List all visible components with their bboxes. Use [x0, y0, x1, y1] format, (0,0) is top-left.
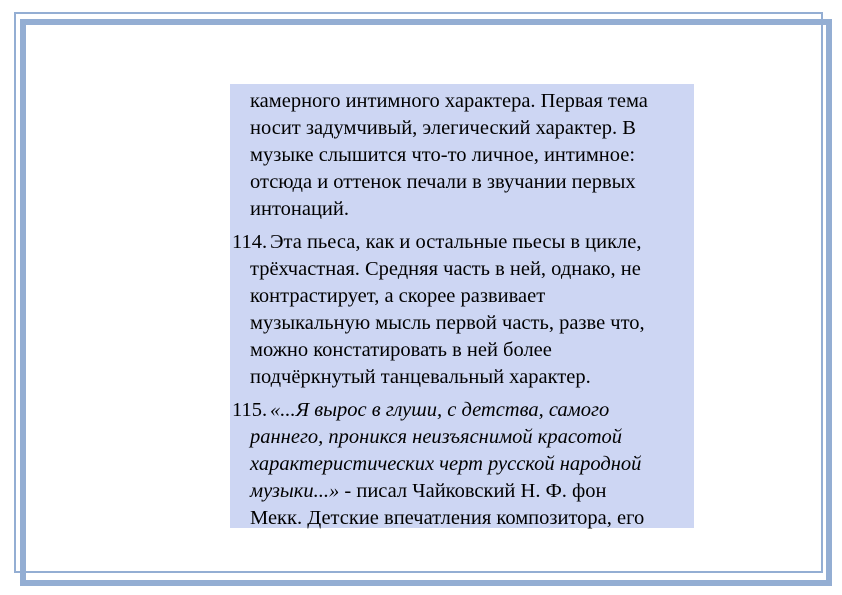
body-text: интонаций. [250, 198, 349, 220]
body-text: музыкальную мысль первой часть, разве что, [250, 312, 645, 334]
text-line [232, 397, 692, 424]
list-number: 114. [232, 231, 268, 253]
body-text: Мекк. Детские впечатления композитора, его [250, 507, 645, 529]
text-line [232, 283, 692, 310]
text-line [232, 424, 692, 451]
body-text: трёхчастная. Средняя часть в ней, однако, не [250, 258, 641, 280]
text-block [230, 84, 694, 528]
text-line [232, 229, 692, 256]
text-line [232, 337, 692, 364]
text-line [232, 88, 692, 115]
text-line [232, 505, 692, 532]
text-line [232, 115, 692, 142]
quote-text: раннего, проникся неизъяснимой красотой [250, 426, 623, 448]
text-line [232, 169, 692, 196]
paragraph [232, 88, 692, 223]
body-text: отсюда и оттенок печали в звучании первых [250, 171, 636, 193]
quote-text: характеристических черт русской народной [250, 453, 642, 475]
quote-text: музыки...» [250, 480, 340, 502]
text-line [232, 478, 692, 505]
quote-text: «...Я вырос в глуши, с детства, самого [270, 399, 610, 421]
text-line [232, 310, 692, 337]
body-text: носит задумчивый, элегический характер. В [250, 117, 636, 139]
list-number: 115. [232, 399, 268, 421]
body-text: камерного интимного характера. Первая тема [250, 90, 648, 112]
text-line [232, 364, 692, 391]
body-text: - писал Чайковский Н. Ф. фон [339, 480, 607, 502]
body-text: можно констатировать в ней более [250, 339, 552, 361]
body-text: контрастирует, а скорее развивает [250, 285, 546, 307]
text-line [232, 142, 692, 169]
body-text: Эта пьеса, как и остальные пьесы в цикле, [270, 231, 642, 253]
body-text: музыке слышится что-то личное, интимное: [250, 144, 636, 166]
paragraph [232, 229, 692, 391]
paragraph [232, 397, 692, 532]
body-text: подчёркнутый танцевальный характер. [250, 366, 591, 388]
text-line [232, 256, 692, 283]
text-line [232, 196, 692, 223]
text-line [232, 451, 692, 478]
